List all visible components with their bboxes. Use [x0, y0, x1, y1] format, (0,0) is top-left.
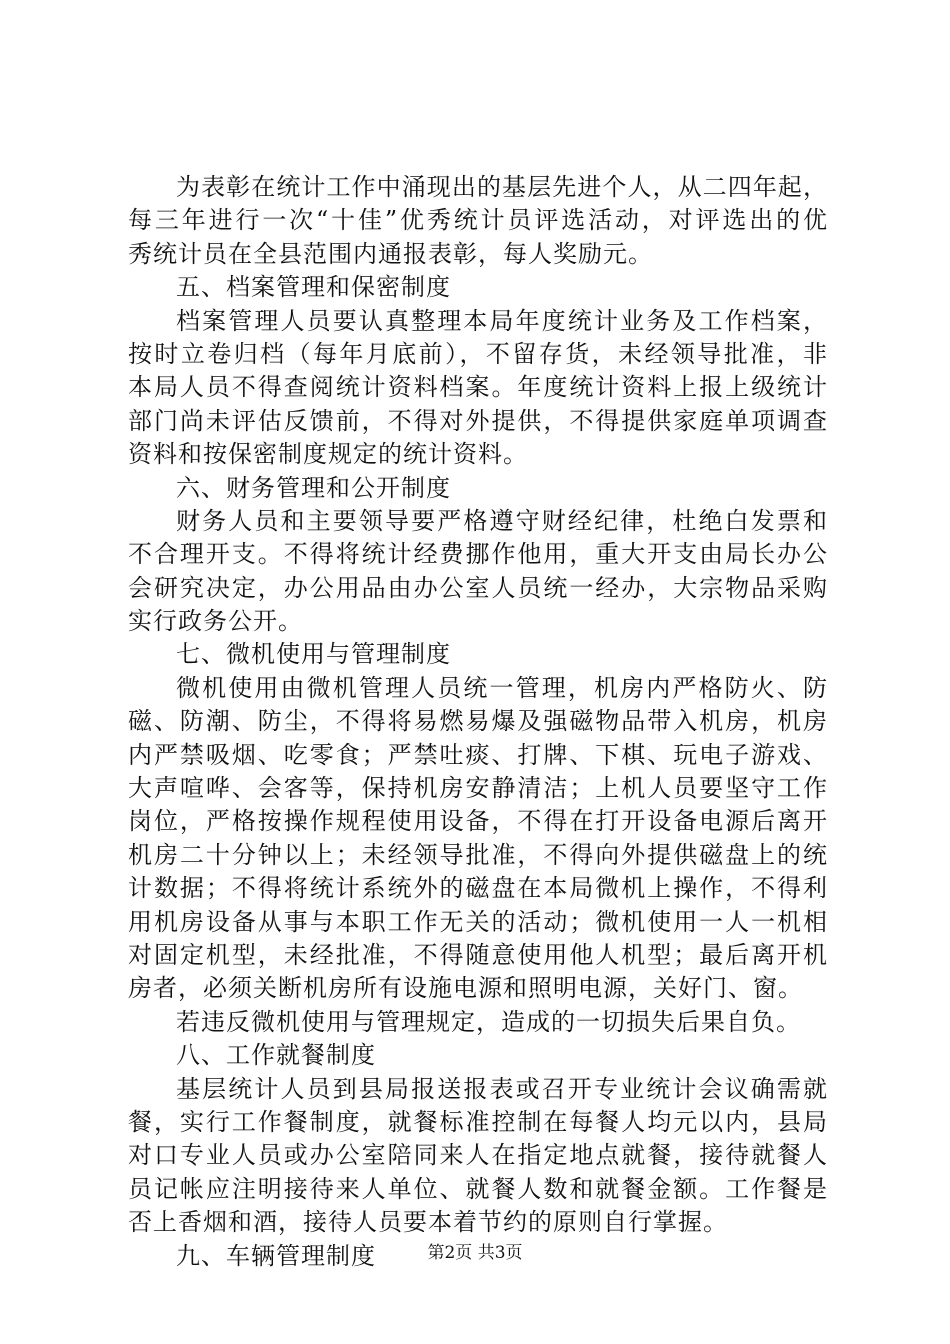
- text-line: 实行政务公开。: [128, 607, 303, 636]
- text-line: 餐，实行工作餐制度，就餐标准控制在每餐人均元以内，县局: [128, 1107, 828, 1136]
- text-line: 对固定机型，未经批准，不得随意使用他人机型；最后离开机: [128, 940, 828, 969]
- text-line: 磁、防潮、防尘，不得将易燃易爆及强磁物品带入机房，机房: [128, 707, 828, 736]
- text-line: 每三年进行一次“十佳”优秀统计员评选活动，对评选出的优: [128, 206, 828, 235]
- text-line: 资料和按保密制度规定的统计资料。: [128, 440, 528, 469]
- text-line: 大声喧哗、会客等，保持机房安静清洁；上机人员要坚守工作: [128, 774, 828, 803]
- text-line: 基层统计人员到县局报送报表或召开专业统计会议确需就: [176, 1074, 828, 1103]
- text-line: 用机房设备从事与本职工作无关的活动；微机使用一人一机相: [128, 907, 828, 936]
- text-line: 微机使用由微机管理人员统一管理，机房内严格防火、防: [176, 673, 828, 702]
- text-line: 财务人员和主要领导要严格遵守财经纪律，杜绝白发票和: [176, 506, 828, 535]
- page-footer: 第2页 共3页: [427, 1243, 523, 1263]
- text-line: 部门尚未评估反馈前，不得对外提供，不得提供家庭单项调查: [128, 406, 828, 435]
- text-line: 八、工作就餐制度: [176, 1041, 376, 1070]
- text-line: 机房二十分钟以上；未经领导批准，不得向外提供磁盘上的统: [128, 840, 828, 869]
- text-line: 房者，必须关断机房所有设施电源和照明电源，关好门、窗。: [128, 974, 803, 1003]
- text-line: 为表彰在统计工作中涌现出的基层先进个人，从二四年起，: [176, 173, 828, 201]
- document-body: [128, 171, 828, 1273]
- text-line: 按时立卷归档（每年月底前），不留存货，未经领导批准，非: [128, 339, 828, 368]
- text-line: 七、微机使用与管理制度: [176, 640, 451, 669]
- text-line: 不合理开支。不得将统计经费挪作他用，重大开支由局长办公: [128, 540, 828, 569]
- text-line: 会研究决定，办公用品由办公室人员统一经办，大宗物品采购: [128, 573, 828, 602]
- text-line: 本局人员不得查阅统计资料档案。年度统计资料上报上级统计: [128, 373, 828, 402]
- text-line: 五、档案管理和保密制度: [176, 273, 451, 302]
- text-line: 计数据；不得将统计系统外的磁盘在本局微机上操作，不得利: [128, 874, 828, 903]
- text-line: 档案管理人员要认真整理本局年度统计业务及工作档案，: [176, 306, 828, 335]
- text-line: 九、车辆管理制度: [176, 1241, 376, 1270]
- text-line: 否上香烟和酒，接待人员要本着节约的原则自行掌握。: [128, 1208, 728, 1237]
- text-line: 岗位，严格按操作规程使用设备，不得在打开设备电源后离开: [128, 807, 828, 836]
- text-line: 员记帐应注明接待来人单位、就餐人数和就餐金额。工作餐是: [128, 1174, 828, 1203]
- text-line: 若违反微机使用与管理规定，造成的一切损失后果自负。: [176, 1007, 801, 1036]
- text-line: 六、财务管理和公开制度: [176, 473, 451, 502]
- text-line: 内严禁吸烟、吃零食；严禁吐痰、打牌、下棋、玩电子游戏、: [128, 740, 828, 769]
- text-line: 秀统计员在全县范围内通报表彰，每人奖励元。: [128, 239, 653, 268]
- text-line: 对口专业人员或办公室陪同来人在指定地点就餐，接待就餐人: [128, 1141, 828, 1170]
